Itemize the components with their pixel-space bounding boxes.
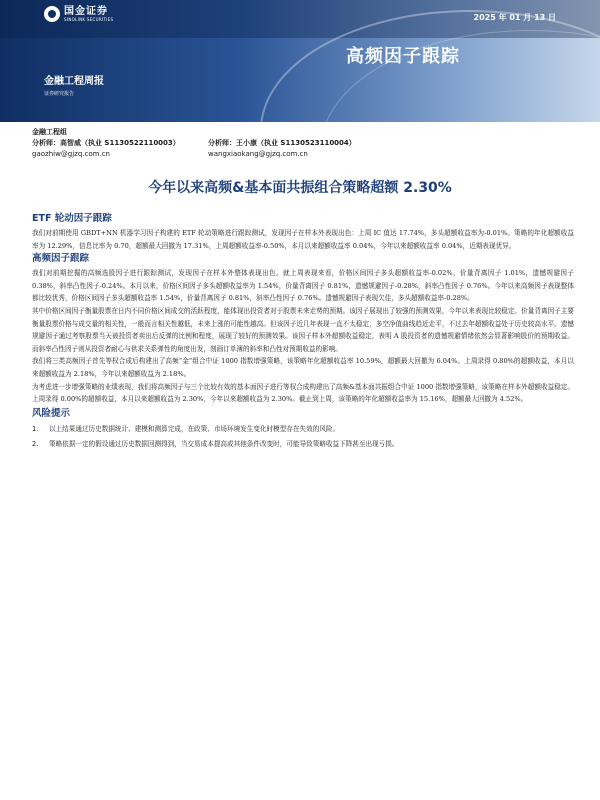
section-heading-hf: 高频因子跟踪 (32, 253, 90, 265)
logo-name-en: SINOLINK SECURITIES (64, 16, 114, 22)
risk-item (32, 438, 574, 451)
report-date: 2025 年 01 月 13 日 (473, 13, 556, 22)
logo-icon (44, 6, 60, 22)
report-body (32, 212, 574, 451)
paragraph-hf-4: 为考虑进一步增强策略的业绩表现，我们将高频因子与三个比较有效的基本面因子进行等权合成构建出了高频&基本面共振组合中证 1000 指数增强策略，该策略在样本外超额收益稳定。上周录得 0.00%的超额收益，本月以来超额收益为 2.30%，今年以来超额收益为 2.30%。截止到上周，该策略的年化超额收益率为 15.16%，超额最大回撤为 4.52%。 (32, 382, 574, 404)
section-heading-etf: ETF 轮动因子跟踪 (32, 213, 112, 224)
report-subcategory: 证券研究报告 (44, 91, 75, 97)
report-header-banner (0, 0, 600, 122)
logo-name-cn: 国金证券 (64, 5, 108, 17)
paragraph-hf-2: 其中价格区间因子衡量股票在日内不同价格区间成交的活跃程度，能体现出投资者对于股票未来走势的预期。该因子展现出了较强的预测效果，今年以来表现比较稳定。价量背离因子主要衡量股票价格与成交量的相关性，一般而言相关性越低，未来上涨的可能性越高。但该因子近几年表现一直不太稳定，多空净值曲线趋近走平，不过去年超额收益处于历史较高水平。遗憾规避因子通过考察股票当天被投资者卖出后反弹的比例和程度，展现了较好的预测效果。该因子样本外超额收益稳定，表明 A 股投资者的遗憾规避情绪依然会显著影响股价的预期收益。而斜率凸性因子则从投资者耐心与供求关系弹性的角度出发，刻画订单簿的斜率和凸性对预期收益的影响。 (32, 306, 574, 353)
risk-number: 1. (32, 424, 39, 433)
report-title: 高频因子跟踪 (346, 46, 460, 67)
section-heading-risk: 风险提示 (32, 407, 71, 419)
analyst-1: 分析师：高智威（执业 S1130522110003） (32, 139, 180, 147)
risk-text: 以上结果通过历史数据统计、建模和测算完成，在政策、市场环境发生变化时模型存在失效的风险。 (49, 424, 340, 433)
risk-text: 策略依据一定的假设通过历史数据回测得到，当交易成本提高或其他条件改变时，可能导致策略收益下降甚至出现亏损。 (49, 440, 399, 449)
paragraph-etf: 我们对前期使用 GBDT+NN 机器学习因子构建的 ETF 轮动策略进行跟踪测试，发现因子在样本外表现出色：上周 IC 值达 17.74%，多头超额收益率为-0.01%。策略的年化超额收益率为 12.29%，信息比率为 0.70，超额最大回撤为 17.31%，上周超额收益率-0.50%，本月以来超额收益率 0.04%，今年以来超额收益率 0.04%，近期表现优异。 (32, 229, 574, 250)
research-group: 金融工程组 (32, 128, 67, 136)
risk-item (32, 423, 574, 436)
paragraph-hf-3: 我们将三类高频因子首先等权合成后构建出了高频“金”组合中证 1000 指数增强策略，该策略年化超额收益率 10.59%，超额最大回撤为 6.04%。上周录得 0.80%的超额收益，本月以来超额收益为 2.18%，今年以来超额收益为 2.18%。 (32, 357, 574, 378)
analyst-2-email[interactable]: wangxiaokang@gjzq.com.cn (208, 150, 308, 158)
analyst-1-email[interactable]: gaozhiw@gjzq.com.cn (32, 150, 110, 158)
report-category: 金融工程周报 (44, 76, 104, 87)
paragraph-hf-1: 我们对前期挖掘的高频选股因子进行跟踪测试，发现因子在样本外整体表现出色。就上周表现来看，价格区间因子多头超额收益率-0.02%，价量背离因子 1.01%，遗憾规避因子 0.38%，斜率凸性因子-0.24%。本月以来，价格区间因子多头超额收益率为 1.54%，价量背离因子 0.81%，遗憾规避因子-0.28%，斜率凸性因子 0.76%。今年以来高频因子表现整体都比较优秀，价格区间因子多头超额收益率 1.54%，价量背离因子 0.81%，斜率凸性因子 0.76%。遗憾规避因子表现欠佳，多头超额收益率-0.28%。 (32, 269, 574, 303)
main-title: 今年以来高频&基本面共振组合策略超额 2.30% (148, 180, 452, 196)
risk-number: 2. (32, 440, 39, 449)
analyst-2: 分析师：王小康（执业 S1130523110004） (208, 139, 356, 147)
company-logo (44, 6, 113, 22)
author-info (32, 127, 572, 160)
